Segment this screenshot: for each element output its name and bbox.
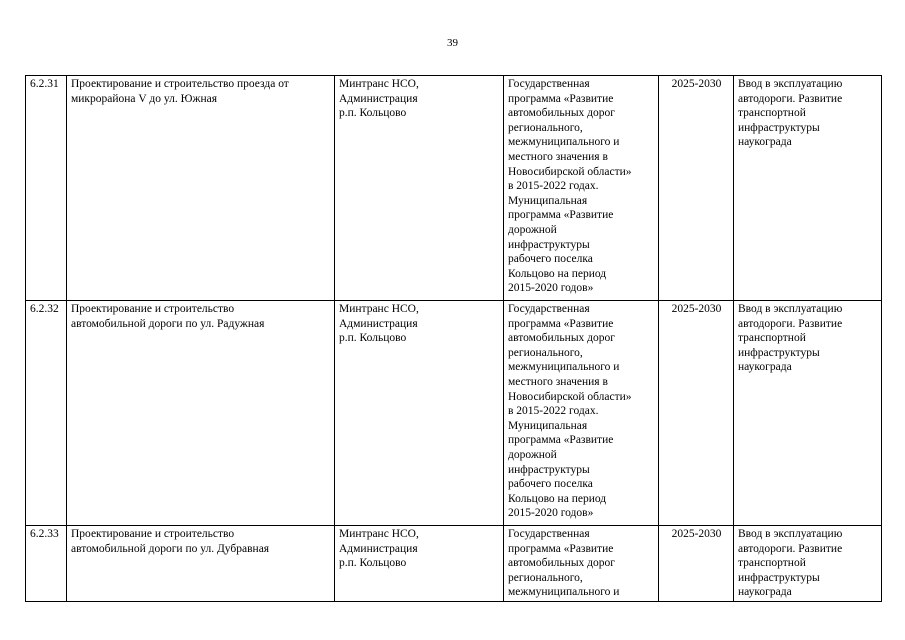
cell-line: программа «Развитие <box>508 542 614 555</box>
cell-result <box>734 76 882 301</box>
cell-line: транспортной <box>738 107 806 120</box>
cell-line: наукограда <box>738 586 792 599</box>
cell-line: транспортной <box>738 332 806 345</box>
cell-line: инфраструктуры <box>738 121 820 134</box>
cell-program <box>504 76 659 301</box>
cell-activity-name <box>67 301 335 526</box>
cell-program <box>504 301 659 526</box>
cell-line: программа «Развитие <box>508 317 614 330</box>
cell-responsible <box>335 301 504 526</box>
cell-line: транспортной <box>738 557 806 570</box>
cell-line: Новосибирской области» <box>508 390 632 403</box>
page-number: 39 <box>447 37 458 49</box>
cell-line: дорожной <box>508 448 557 461</box>
cell-program <box>504 526 659 602</box>
cell-line: Кольцово на период <box>508 492 607 505</box>
cell-number: 6.2.32 <box>26 301 67 526</box>
cell-line: Государственная <box>508 303 590 315</box>
cell-number: 6.2.33 <box>26 526 67 602</box>
cell-line: автомобильных дорог <box>508 107 615 120</box>
cell-line: инфраструктуры <box>738 571 820 584</box>
cell-line: рабочего поселка <box>508 478 593 491</box>
cell-line: Администрация <box>339 542 418 555</box>
cell-result <box>734 526 882 602</box>
cell-line: Администрация <box>339 92 418 105</box>
cell-line: рабочего поселка <box>508 253 593 266</box>
cell-period: 2025-2030 <box>659 301 734 526</box>
cell-line: 2015-2020 годов» <box>508 282 594 295</box>
cell-line: Минтранс НСО, <box>339 78 419 90</box>
cell-line: Минтранс НСО, <box>339 303 419 315</box>
cell-line: наукограда <box>738 361 792 374</box>
cell-line: программа «Развитие <box>508 92 614 105</box>
cell-line: Проектирование и строительство <box>71 528 235 540</box>
cell-line: автомобильной дороги по ул. Радужная <box>71 317 265 330</box>
cell-line: межмуниципального и <box>508 361 620 374</box>
cell-line: местного значения в <box>508 375 608 388</box>
cell-line: автомобильных дорог <box>508 332 615 345</box>
cell-line: Проектирование и строительство проезда от <box>71 78 289 90</box>
cell-line: Новосибирской области» <box>508 165 632 178</box>
cell-result <box>734 301 882 526</box>
cell-line: Ввод в эксплуатацию <box>738 303 843 315</box>
activities-table <box>25 75 882 602</box>
cell-line: дорожной <box>508 223 557 236</box>
cell-responsible <box>335 526 504 602</box>
cell-line: автомобильных дорог <box>508 557 615 570</box>
cell-line: Ввод в эксплуатацию <box>738 528 843 540</box>
cell-line: Государственная <box>508 78 590 90</box>
cell-line: Муниципальная <box>508 194 588 207</box>
cell-line: регионального, <box>508 346 583 359</box>
cell-line: р.п. Кольцово <box>339 107 407 120</box>
cell-activity-name <box>67 526 335 602</box>
cell-line: автомобильной дороги по ул. Дубравная <box>71 542 270 555</box>
cell-line: 2015-2020 годов» <box>508 507 594 520</box>
cell-line: автодороги. Развитие <box>738 92 843 105</box>
cell-line: Администрация <box>339 317 418 330</box>
cell-line: в 2015-2022 годах. <box>508 180 599 193</box>
cell-line: р.п. Кольцово <box>339 557 407 570</box>
cell-line: межмуниципального и <box>508 136 620 149</box>
cell-line: микрорайона V до ул. Южная <box>71 92 218 105</box>
cell-line: наукограда <box>738 136 792 149</box>
cell-line: Проектирование и строительство <box>71 303 235 315</box>
cell-line: Муниципальная <box>508 419 588 432</box>
cell-line: местного значения в <box>508 150 608 163</box>
cell-line: межмуниципального и <box>508 586 620 599</box>
table-row <box>26 76 882 301</box>
cell-line: инфраструктуры <box>738 346 820 359</box>
cell-period: 2025-2030 <box>659 526 734 602</box>
cell-line: в 2015-2022 годах. <box>508 405 599 418</box>
cell-line: инфраструктуры <box>508 238 590 251</box>
cell-line: автодороги. Развитие <box>738 542 843 555</box>
cell-line: р.п. Кольцово <box>339 332 407 345</box>
table-body <box>26 76 882 602</box>
cell-line: программа «Развитие <box>508 209 614 222</box>
cell-line: Ввод в эксплуатацию <box>738 78 843 90</box>
table-row <box>26 526 882 602</box>
cell-line: регионального, <box>508 571 583 584</box>
cell-line: Кольцово на период <box>508 267 607 280</box>
cell-line: Государственная <box>508 528 590 540</box>
table-row <box>26 301 882 526</box>
cell-line: инфраструктуры <box>508 463 590 476</box>
cell-period: 2025-2030 <box>659 76 734 301</box>
cell-line: регионального, <box>508 121 583 134</box>
cell-number: 6.2.31 <box>26 76 67 301</box>
cell-activity-name <box>67 76 335 301</box>
cell-line: автодороги. Развитие <box>738 317 843 330</box>
cell-responsible <box>335 76 504 301</box>
cell-line: Минтранс НСО, <box>339 528 419 540</box>
cell-line: программа «Развитие <box>508 434 614 447</box>
